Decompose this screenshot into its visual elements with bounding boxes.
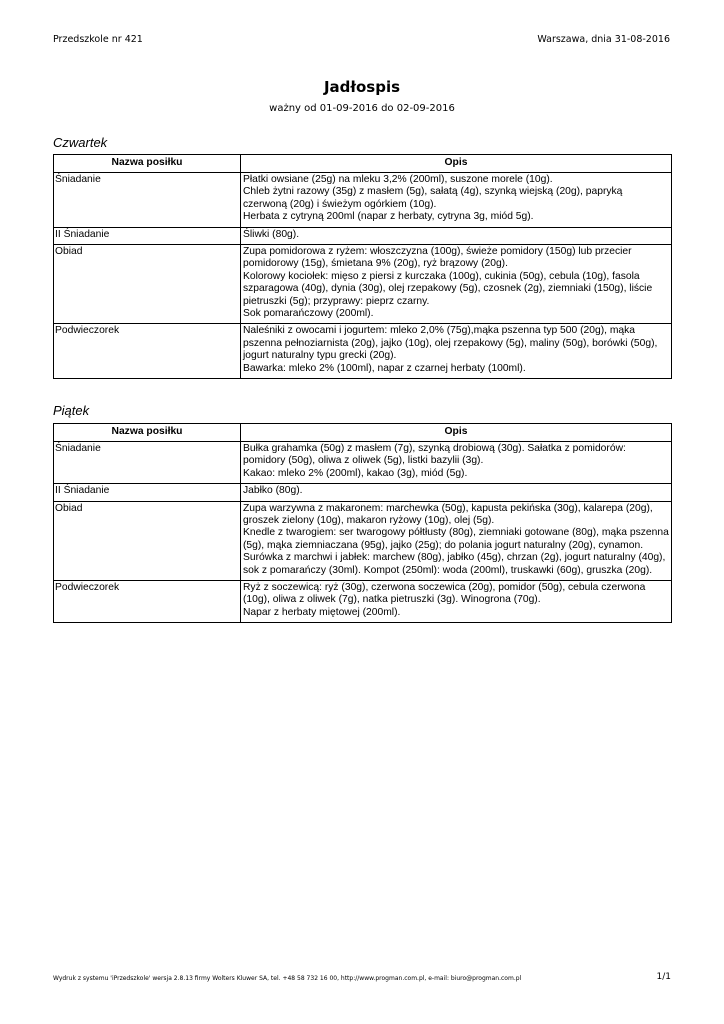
meal-name: Śniadanie (54, 442, 241, 484)
day-heading: Piątek (53, 403, 90, 418)
day-heading: Czwartek (53, 135, 108, 150)
table-row (54, 501, 672, 580)
place-date: Warszawa, dnia 31-08-2016 (537, 34, 670, 45)
description-line: Kakao: mleko 2% (200ml), kakao (3g), miód (5g). (243, 467, 468, 479)
meal-name: Śniadanie (54, 173, 241, 228)
page-title: Jadłospis (323, 78, 401, 96)
description-line: Płatki owsiane (25g) na mleku 3,2% (200ml), suszone morele (10g). (243, 174, 553, 185)
description-line: Sok pomarańczowy (200ml). (243, 308, 374, 320)
institution-name: Przedszkole nr 421 (53, 34, 143, 45)
meal-description (241, 227, 672, 244)
meal-name: II Śniadanie (54, 227, 241, 244)
description-line: Bułka grahamka (50g) z masłem (7g), szynką drobiową (30g). Sałatka z pomidorów: pomidory (50g), oliwa z oliwek (5g), listki bazylii (3g). (243, 443, 626, 467)
column-header-description: Opis (241, 424, 672, 442)
description-line: Naleśniki z owocami i jogurtem: mleko 2,0% (75g),mąka pszenna typ 500 (20g), mąka pszenna pełnoziarnista (20g), jajko (10g), olej rzepakowy (5g), maliny (50g), borówki (50g), jogurt naturalny typu grecki (20g). (243, 325, 658, 362)
description-line: Zupa pomidorowa z ryżem: włoszczyzna (100g), świeże pomidory (150g) lub przecier pomidorowy (15g), śmietana 9% (20g), ryż brązowy (20g). (243, 246, 632, 270)
description-line: Śliwki (80g). (243, 228, 300, 240)
meal-name: Obiad (54, 501, 241, 580)
table-row (54, 245, 672, 324)
meal-description (241, 173, 672, 228)
column-header-meal: Nazwa posiłku (54, 424, 241, 442)
description-line: Bawarka: mleko 2% (100ml), napar z czarnej herbaty (100ml). (243, 362, 526, 374)
meal-description (241, 581, 672, 623)
print-footer: Wydruk z systemu 'iPrzedszkole' wersja 2.8.13 firmy Wolters Kluwer SA, tel. +48 58 732 16 00, http://www.progman.com.pl, e-mail: biuro@progman.com.pl (53, 975, 522, 982)
meal-description (241, 324, 672, 379)
table-row (54, 324, 672, 379)
column-header-meal: Nazwa posiłku (54, 155, 241, 173)
description-line: Kolorowy kociołek: mięso z piersi z kurczaka (100g), cukinia (50g), cebula (10g), fasola szparagowa (40g), dynia (30g), olej rzepakowy (5g), czosnek (2g), ziemniaki (150g), liście pietruszki (5g); przyprawy: pieprz czarny. (243, 270, 653, 307)
description-line: Herbata z cytryną 200ml (napar z herbaty, cytryna 3g, miód 5g). (243, 211, 534, 223)
description-line: Knedle z twarogiem: ser twarogowy półtłusty (80g), ziemniaki gotowane (80g), mąka pszenna (5g), mąka ziemniaczana (95g), jajko (25g); do polania jogurt naturalny (20g), cynamon. Surówka z marchwi i jabłek: marchew (80g), jabłko (45g), chrzan (2g), jogurt naturalny (40g), sok z pomarańczy (30ml). Kompot (250ml): woda (200ml), truskawki (60g), gruszka (20g). (243, 527, 669, 576)
table-row (54, 227, 672, 244)
description-line: Jabłko (80g). (243, 485, 303, 497)
meal-name: Podwieczorek (54, 581, 241, 623)
table-row (54, 442, 672, 484)
meal-rows (54, 173, 672, 379)
menu-table (53, 154, 672, 379)
meal-description (241, 442, 672, 484)
meal-name: Podwieczorek (54, 324, 241, 379)
description-line: Zupa warzywna z makaronem: marchewka (50g), kapusta pekińska (30g), kalarepa (20g), groszek zielony (10g), makaron ryżowy (10g), olej (5g). (243, 502, 653, 527)
table-row (54, 581, 672, 623)
description-line: Napar z herbaty miętowej (200ml). (243, 606, 401, 618)
description-line: Chleb żytni razowy (35g) z masłem (5g), sałatą (4g), szynką wiejską (20g), papryką czerwoną (20g) i świeżym ogórkiem (10g). (243, 186, 623, 210)
meal-description (241, 245, 672, 324)
description-line: Ryż z soczewicą: ryż (30g), czerwona soczewica (20g), pomidor (50g), cebula czerwona (10g), oliwa z oliwek (7g), natka pietruszki (3g). Winogrona (70g). (243, 582, 646, 606)
validity-period: ważny od 01-09-2016 do 02-09-2016 (269, 103, 455, 114)
column-header-description: Opis (241, 155, 672, 173)
menu-table (53, 423, 672, 623)
meal-description (241, 484, 672, 501)
page-number: 1/1 (656, 972, 671, 982)
meal-rows (54, 442, 672, 623)
meal-name: II Śniadanie (54, 484, 241, 501)
table-row (54, 173, 672, 228)
meal-description (241, 501, 672, 580)
meal-name: Obiad (54, 245, 241, 324)
table-row (54, 484, 672, 501)
